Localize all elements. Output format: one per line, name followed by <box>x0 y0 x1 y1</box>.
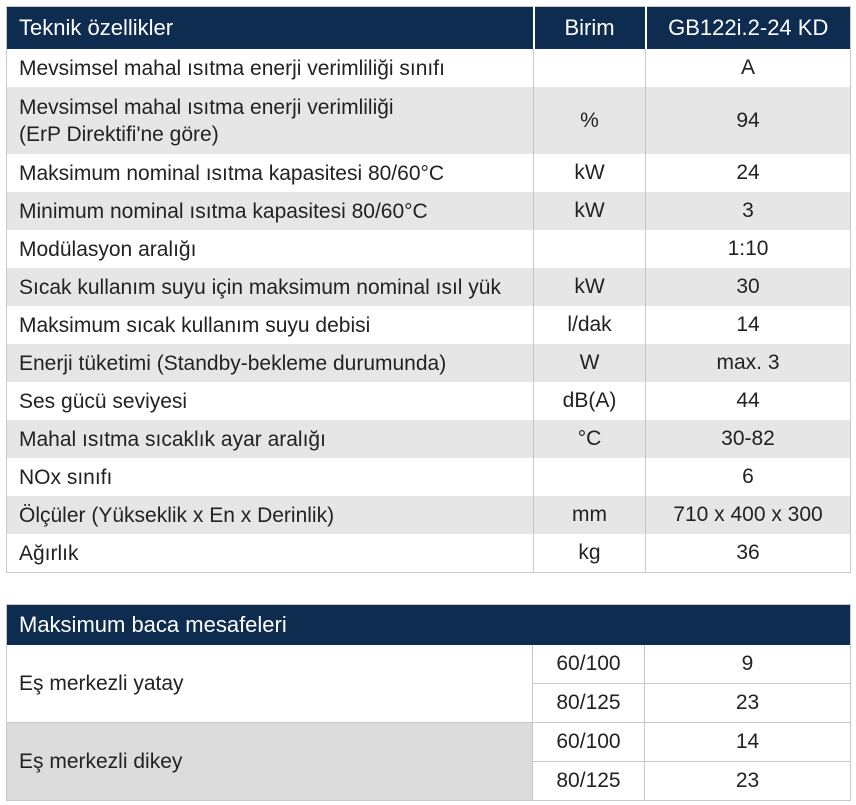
spec-unit: °C <box>534 420 646 458</box>
spec-unit: kW <box>534 268 646 306</box>
spec-value: 710 x 400 x 300 <box>646 496 851 534</box>
table-row <box>7 49 851 87</box>
flue-group-label: Eş merkezli dikey <box>7 723 533 801</box>
spec-label: Ses gücü seviyesi <box>7 382 534 420</box>
flue-value: 23 <box>645 684 851 723</box>
spec-value: 1:10 <box>646 230 851 268</box>
spec-unit <box>534 458 646 496</box>
spec-unit: kW <box>534 154 646 192</box>
table-row <box>7 534 851 573</box>
spec-unit <box>534 230 646 268</box>
spec-value: 30 <box>646 268 851 306</box>
spec-value: max. 3 <box>646 344 851 382</box>
specs-header-model: GB122i.2-24 KD <box>646 7 851 50</box>
flue-size: 60/100 <box>533 645 645 684</box>
specs-header-name: Teknik özellikler <box>7 7 534 50</box>
flue-header-row <box>7 605 851 646</box>
spec-label: Maksimum sıcak kullanım suyu debisi <box>7 306 534 344</box>
spec-unit: dB(A) <box>534 382 646 420</box>
table-row <box>7 230 851 268</box>
flue-distances-table <box>6 604 851 801</box>
spec-label <box>7 87 534 154</box>
spec-label-line: Mevsimsel mahal ısıtma enerji verimliliği <box>19 95 394 119</box>
specs-header-row <box>7 7 851 50</box>
table-row <box>7 645 851 684</box>
flue-size: 80/125 <box>533 762 645 801</box>
spec-unit: W <box>534 344 646 382</box>
spec-label: Modülasyon aralığı <box>7 230 534 268</box>
flue-header-title: Maksimum baca mesafeleri <box>7 605 851 646</box>
flue-size: 80/125 <box>533 684 645 723</box>
table-row <box>7 723 851 762</box>
table-row <box>7 192 851 230</box>
spec-value: 36 <box>646 534 851 573</box>
spec-unit: mm <box>534 496 646 534</box>
flue-group-label: Eş merkezli yatay <box>7 645 533 723</box>
spec-label: Ölçüler (Yükseklik x En x Derinlik) <box>7 496 534 534</box>
table-row <box>7 268 851 306</box>
spec-unit <box>534 49 646 87</box>
spec-label: Mevsimsel mahal ısıtma enerji verimliliği sınıfı <box>7 49 534 87</box>
specs-header-unit: Birim <box>534 7 646 50</box>
table-row <box>7 496 851 534</box>
spec-value: 30-82 <box>646 420 851 458</box>
spec-label: Enerji tüketimi (Standby-bekleme durumunda) <box>7 344 534 382</box>
spec-label: Maksimum nominal ısıtma kapasitesi 80/60°C <box>7 154 534 192</box>
flue-value: 14 <box>645 723 851 762</box>
spec-label-line: (ErP Direktifi'ne göre) <box>19 122 219 146</box>
flue-size: 60/100 <box>533 723 645 762</box>
spec-label: Mahal ısıtma sıcaklık ayar aralığı <box>7 420 534 458</box>
spec-value: 14 <box>646 306 851 344</box>
table-row <box>7 154 851 192</box>
table-row <box>7 344 851 382</box>
spec-label: NOx sınıfı <box>7 458 534 496</box>
table-row <box>7 420 851 458</box>
spec-value: A <box>646 49 851 87</box>
spec-label: Minimum nominal ısıtma kapasitesi 80/60°C <box>7 192 534 230</box>
flue-value: 9 <box>645 645 851 684</box>
spec-value: 44 <box>646 382 851 420</box>
table-row <box>7 306 851 344</box>
spec-unit: l/dak <box>534 306 646 344</box>
spec-unit: % <box>534 87 646 154</box>
spec-value: 6 <box>646 458 851 496</box>
spec-unit: kW <box>534 192 646 230</box>
spec-value: 94 <box>646 87 851 154</box>
spec-label: Sıcak kullanım suyu için maksimum nominal ısıl yük <box>7 268 534 306</box>
technical-specs-table <box>6 6 851 573</box>
spec-label: Ağırlık <box>7 534 534 573</box>
flue-value: 23 <box>645 762 851 801</box>
spec-value: 3 <box>646 192 851 230</box>
spec-unit: kg <box>534 534 646 573</box>
table-row <box>7 382 851 420</box>
table-row <box>7 87 851 154</box>
table-row <box>7 458 851 496</box>
spec-value: 24 <box>646 154 851 192</box>
